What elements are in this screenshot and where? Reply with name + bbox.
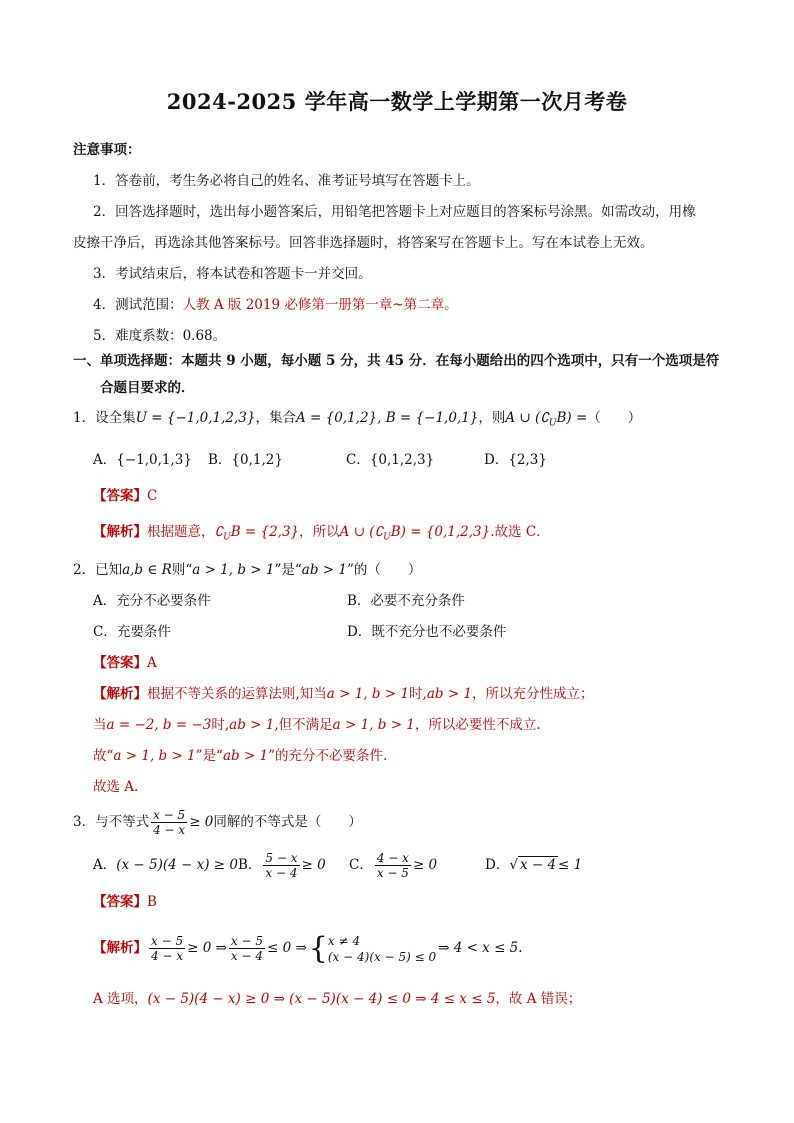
q2-stem-math1: a,b ∈ R <box>122 562 172 578</box>
note-1: 1．答卷前，考生务必将自己的姓名、准考证号填写在答题卡上。 <box>93 173 480 189</box>
q2-analysis-math1: a > 1, b > 1 <box>326 686 410 702</box>
note-4-prefix: 4．测试范围： <box>93 297 183 313</box>
q3-option-c-denominator: x − 5 <box>376 866 409 880</box>
q1-expression-sub: U <box>548 418 557 429</box>
q3-analysis-result: ⇒ 4 < x ≤ 5. <box>438 940 523 956</box>
q1-answer-tag: 【答案】 <box>93 488 147 504</box>
q2-analysis-tag: 【解析】 <box>93 686 147 702</box>
q3-option-c-label: C． <box>349 857 373 873</box>
q3-option-d-sqrt: √ x − 4 <box>509 857 557 873</box>
q2-analysis-text2b: 时, <box>211 717 230 733</box>
q1-universal-set: U = {−1,0,1,2,3} <box>135 410 256 426</box>
q1-stem-text: 1．设全集 <box>73 410 136 426</box>
q3-option-a-label: A． <box>93 857 117 873</box>
q3-stem-denominator: 4 − x <box>153 823 186 837</box>
q2-answer <box>93 654 157 672</box>
q3-analysis-rel2: ≤ 0 ⇒ <box>266 940 307 956</box>
q3-option-b-denominator: x − 4 <box>265 866 298 880</box>
q2-analysis-text3b: ”是“ <box>195 748 223 764</box>
note-4 <box>93 296 458 314</box>
q3-analysis-f2-den: x − 4 <box>230 949 263 963</box>
q1-option-a: A．{−1,0,1,3} <box>93 452 192 468</box>
section-heading-line1: 一、单项选择题：本题共 9 小题，每小题 5 分，共 45 分．在每小题给出的四个选项中，只有一个选项是符 <box>73 353 720 369</box>
q1-analysis-text: 根据题意， <box>147 524 215 540</box>
q3-analysis-option-a-math: (x − 5)(4 − x) ≥ 0 ⇒ (x − 5)(x − 4) ≤ 0 ⇒ 4 ≤ x ≤ 5 <box>147 991 496 1007</box>
q3-analysis-system-row1: x ≠ 4 <box>327 933 360 948</box>
q1-expression-end: B) = <box>556 410 588 426</box>
q3-answer-value: B <box>147 894 157 910</box>
q1-stem <box>73 409 641 433</box>
q3-option-b-numerator: 5 − x <box>265 851 298 865</box>
q1-stem-text2: ，集合 <box>255 410 296 426</box>
q2-analysis-text1: 根据不等关系的运算法则,知当 <box>147 686 327 702</box>
note-5: 5．难度系数：0.68。 <box>93 328 227 344</box>
q1-analysis-tag: 【解析】 <box>93 524 147 540</box>
q1-stem-text3: ，则 <box>478 410 506 426</box>
q2-analysis-line1 <box>93 685 594 703</box>
q3-analysis-option-a <box>93 990 581 1008</box>
q2-analysis-math3: a > 1, b > 1 <box>113 748 196 764</box>
note-2b: 皮擦干净后，再选涂其他答案标号。回答非选择题时，将答案写在答题卡上。写在本试卷上无效。 <box>73 235 654 251</box>
q1-analysis-complement-sub: U <box>223 532 231 543</box>
q3-option-b-label: B． <box>238 857 262 873</box>
q2-analysis-math2: a = −2, b = −3 <box>106 717 212 733</box>
q2-option-d: D．既不充分也不必要条件 <box>347 624 507 640</box>
note-3: 3．考试结束后，将本试卷和答题卡一并交回。 <box>93 266 372 282</box>
q3-stem-fraction <box>151 808 187 837</box>
q3-stem-text: 3．与不等式 <box>73 814 150 830</box>
q1-option-c: C．{0,1,2,3} <box>346 452 435 468</box>
page-title: 2024-2025 学年高一数学上学期第一次月考卷 <box>166 89 628 114</box>
q3-option-d-label: D． <box>485 857 510 873</box>
q2-stem-math2: a > 1, b > 1 <box>192 562 275 578</box>
q2-analysis-text2c: ,但不满足 <box>274 717 333 733</box>
q3-option-b-fraction <box>263 851 299 880</box>
q1-option-b: B．{0,1,2} <box>208 452 283 468</box>
q1-answer-value: C <box>147 488 158 504</box>
q2-analysis-math2c: a > 1, b > 1 <box>332 717 415 733</box>
q2-stem-text: 2．已知 <box>73 562 123 578</box>
q3-option-c <box>349 848 437 882</box>
q2-analysis-line3 <box>93 747 387 765</box>
section-heading-line2: 合题目要求的． <box>100 380 195 396</box>
q1-sets: A = {0,1,2}, B = {−1,0,1} <box>295 410 479 426</box>
q3-option-c-relation: ≥ 0 <box>412 857 438 873</box>
q3-answer-tag: 【答案】 <box>93 894 147 910</box>
q3-analysis-f1-num: x − 5 <box>151 934 184 948</box>
q3-stem-relation: ≥ 0 <box>189 814 214 830</box>
q2-answer-value: A <box>147 655 157 671</box>
q3-analysis-option-a-conclusion: ，故 A 错误； <box>495 991 582 1007</box>
q3-analysis-option-a-label: A 选项， <box>93 991 148 1007</box>
q2-stem-text2: 则“ <box>171 562 193 578</box>
q1-analysis <box>93 523 550 547</box>
q3-option-d-relation: ≤ 1 <box>558 857 583 873</box>
q3-option-b-relation: ≥ 0 <box>301 857 326 873</box>
q3-analysis-system-row2: (x − 4)(x − 5) ≤ 0 <box>327 949 437 964</box>
q3-option-a <box>93 848 238 882</box>
q3-option-b <box>238 848 326 882</box>
q2-stem-text3: ”是“ <box>274 562 302 578</box>
q2-analysis-line4: 故选 A. <box>93 779 139 795</box>
q1-answer <box>93 487 157 505</box>
q2-analysis-text3: 故“ <box>93 748 114 764</box>
q3-option-c-fraction <box>375 851 411 880</box>
q1-analysis-conclusion: .故选 C． <box>490 524 550 540</box>
q3-analysis-fraction1 <box>149 934 185 963</box>
q1-analysis-math1: B = {2,3} <box>230 524 300 540</box>
q2-analysis-text1c: ，所以充分性成立； <box>472 686 594 702</box>
q3-stem-numerator: x − 5 <box>153 808 186 822</box>
q1-analysis-text2: ，所以 <box>299 524 340 540</box>
q2-analysis-text2: 当 <box>93 717 107 733</box>
q2-stem-text4: ”的（ ） <box>346 562 422 578</box>
brace-symbol: { <box>308 930 328 966</box>
q3-option-d-radicand: x − 4 <box>519 857 557 873</box>
q2-stem <box>73 561 421 579</box>
q3-analysis-fraction2 <box>229 934 265 963</box>
q3-option-c-numerator: 4 − x <box>376 851 409 865</box>
notes-heading: 注意事项： <box>73 142 141 158</box>
q2-answer-tag: 【答案】 <box>93 655 147 671</box>
q1-analysis-math2-sub: U <box>383 532 391 543</box>
q1-option-d: D．{2,3} <box>484 452 547 468</box>
note-4-range: 人教 A 版 2019 必修第一册第一章~第二章。 <box>182 297 458 313</box>
q3-analysis-system <box>308 930 437 966</box>
q3-analysis-tag: 【解析】 <box>93 940 147 956</box>
q3-option-a-expr: (x − 5)(4 − x) ≥ 0 <box>116 857 238 873</box>
q3-analysis-f2-num: x − 5 <box>230 934 263 948</box>
q2-analysis-text2d: ，所以必要性不成立. <box>414 717 541 733</box>
q2-analysis-math2b: ab > 1 <box>229 717 275 733</box>
q2-option-b: B．必要不充分条件 <box>347 593 465 609</box>
q1-analysis-math3: B) = {0,1,2,3} <box>390 524 491 540</box>
q2-option-c: C．充要条件 <box>93 624 171 640</box>
q2-analysis-math3b: ab > 1 <box>222 748 269 764</box>
q2-analysis-line2 <box>93 716 541 734</box>
q3-option-d <box>485 848 582 882</box>
q2-analysis-text3c: ”的充分不必要条件. <box>268 748 388 764</box>
q3-analysis <box>93 928 523 968</box>
q2-analysis-math1b: ab > 1 <box>426 686 473 702</box>
q2-option-a: A．充分不必要条件 <box>93 593 211 609</box>
q3-analysis-f1-den: 4 − x <box>151 949 184 963</box>
q3-answer <box>93 893 157 911</box>
q1-analysis-math2: A ∪ (∁ <box>339 524 384 540</box>
q3-analysis-rel1: ≥ 0 ⇒ <box>187 940 227 956</box>
q1-expression: A ∪ (∁ <box>505 410 549 426</box>
q2-stem-math3: ab > 1 <box>301 562 347 578</box>
q3-stem-text2: 同解的不等式是（ ） <box>213 814 362 830</box>
q1-analysis-complement: ∁ <box>214 524 224 540</box>
q3-stem <box>73 805 362 839</box>
note-2a: 2．回答选择题时，选出每小题答案后，用铅笔把答题卡上对应题目的答案标号涂黑。如需改动，用橡 <box>93 204 696 220</box>
q2-analysis-text1b: 时, <box>409 686 427 702</box>
q1-blank: （ ） <box>587 410 642 426</box>
